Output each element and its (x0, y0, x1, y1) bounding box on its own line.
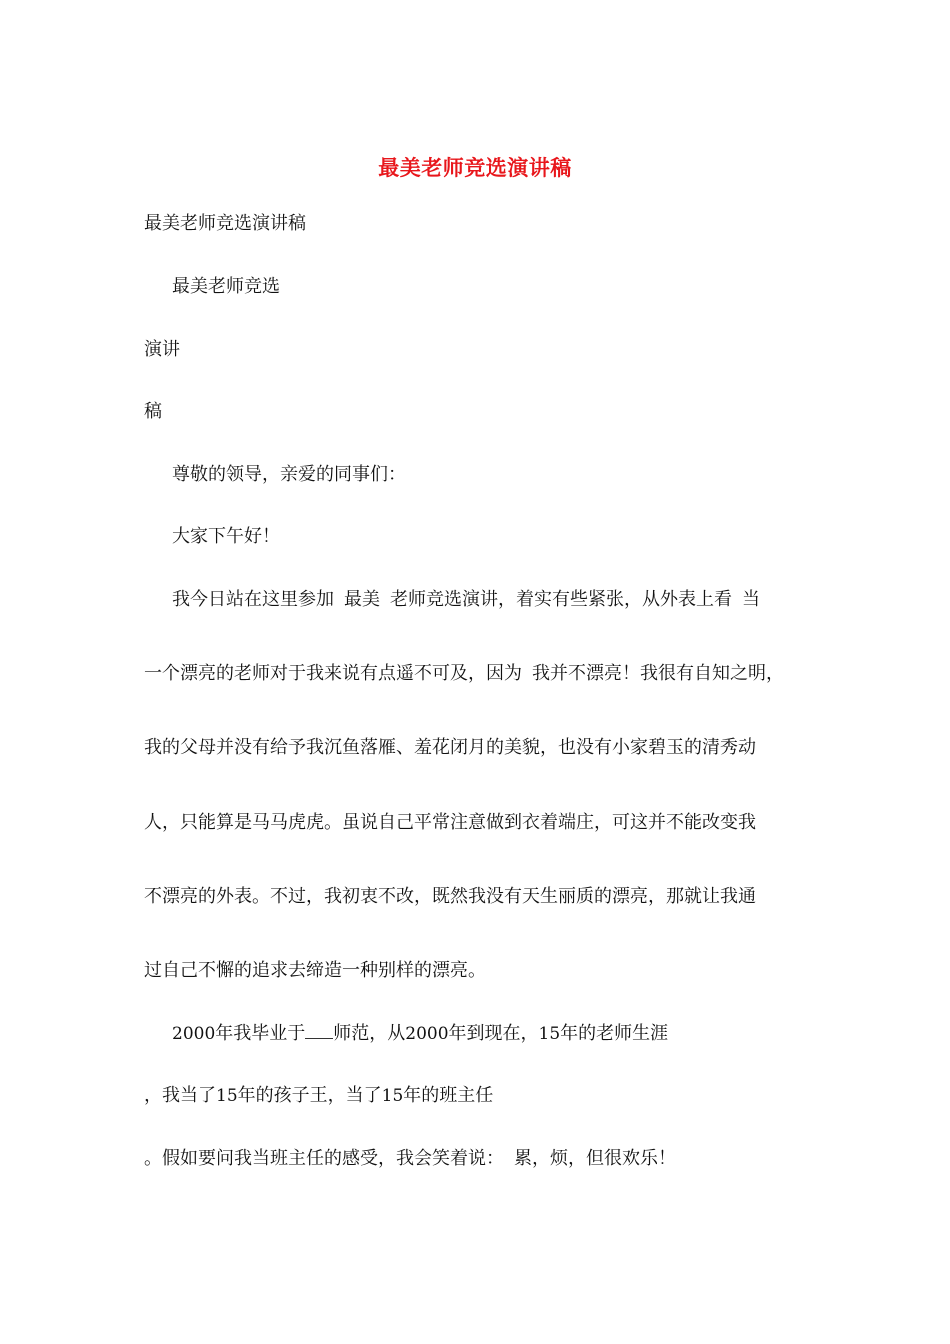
greeting: 尊敬的领导，亲爱的同事们： (172, 464, 406, 485)
paragraph-2-line-3 (144, 1147, 676, 1171)
p2-l3-text-2: 累，烦，但很欢乐！ (514, 1148, 676, 1169)
p2-l1-text-3: 年到现在， (448, 1023, 539, 1044)
paragraph-2-line-1 (172, 1022, 668, 1046)
p2-l2-text-1: ，我当了 (144, 1085, 216, 1106)
p1-l2-part-a: 一个漂亮的老师对于我来说有点遥不可及，因为 (144, 663, 522, 684)
year-2000-b: 2000 (405, 1024, 449, 1044)
p2-l1-text-4: 年的老师生涯 (560, 1023, 669, 1044)
p2-l1-text-2: 师范，从 (333, 1023, 406, 1044)
p2-l3-text-1: 。假如要问我当班主任的感受，我会笑着说： (144, 1148, 504, 1169)
hello: 大家下午好！ (172, 526, 280, 547)
p1-l1-part-a: 我今日站在这里参加 (172, 589, 334, 610)
paragraph-2-line-2 (144, 1084, 493, 1108)
year-2000-a: 2000 (172, 1024, 216, 1044)
p1-l1-part-d: 当 (742, 589, 760, 610)
blank-underline (305, 1022, 333, 1039)
p2-l2-text-3: 年的班主任 (403, 1085, 494, 1106)
number-15-c: 15 (381, 1086, 404, 1106)
document-title: 最美老师竞选演讲稿 (378, 155, 572, 180)
p2-l2-text-2: 年的孩子王，当了 (237, 1085, 382, 1106)
p1-l1-part-c: 老师竞选演讲，着实有些紧张，从外表上看 (390, 589, 732, 610)
number-15-b: 15 (216, 1086, 238, 1106)
paragraph-1-line-6: 过自己不懈的追求去缔造一种别样的漂亮。 (144, 960, 486, 981)
number-15-a: 15 (538, 1024, 561, 1044)
p2-l1-text-1: 年我毕业于 (215, 1023, 306, 1044)
paragraph-1-line-5: 不漂亮的外表。不过，我初衷不改，既然我没有天生丽质的漂亮，那就让我通 (144, 886, 756, 907)
paragraph-1-line-1 (172, 588, 760, 612)
paragraph-1-line-2 (144, 662, 784, 686)
p1-l2-part-b: 我并不漂亮！我很有自知之明， (532, 663, 784, 684)
heading-part-3: 稿 (144, 401, 162, 422)
heading-part-1: 最美老师竞选 (172, 276, 280, 297)
heading-part-2: 演讲 (144, 339, 180, 360)
paragraph-1-line-4: 人，只能算是马马虎虎。虽说自己平常注意做到衣着端庄，可这并不能改变我 (144, 812, 756, 833)
p1-l1-part-b: 最美 (344, 589, 380, 610)
subtitle: 最美老师竞选演讲稿 (144, 213, 306, 234)
paragraph-1-line-3: 我的父母并没有给予我沉鱼落雁、羞花闭月的美貌，也没有小家碧玉的清秀动 (144, 737, 756, 758)
